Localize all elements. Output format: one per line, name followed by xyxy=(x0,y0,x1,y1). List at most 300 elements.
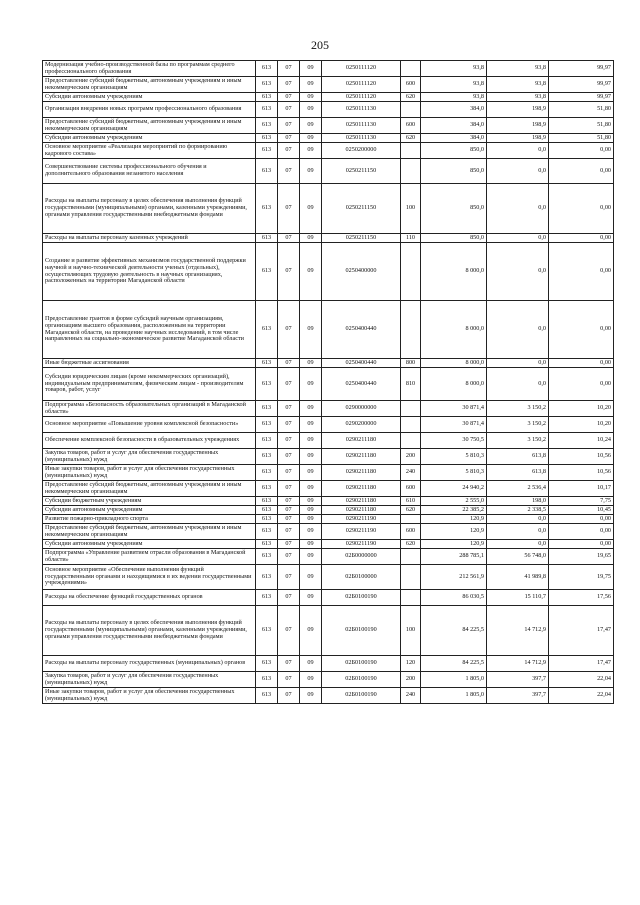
row-percent: 0,00 xyxy=(549,368,614,401)
row-subsection: 09 xyxy=(300,93,322,102)
row-percent: 99,97 xyxy=(549,77,614,93)
row-target-article: 02Б0100190 xyxy=(322,672,401,688)
row-subsection: 09 xyxy=(300,672,322,688)
row-grbs: 613 xyxy=(256,102,278,118)
table-row xyxy=(43,656,614,672)
table-row xyxy=(43,515,614,524)
row-subsection: 09 xyxy=(300,359,322,368)
row-target-article: 0290211180 xyxy=(322,497,401,506)
row-expense-type: 600 xyxy=(401,77,421,93)
row-approved: 120,9 xyxy=(421,515,487,524)
row-section: 07 xyxy=(278,590,300,606)
row-section: 07 xyxy=(278,688,300,704)
row-grbs: 613 xyxy=(256,368,278,401)
row-expense-type xyxy=(401,565,421,590)
row-section: 07 xyxy=(278,118,300,134)
row-grbs: 613 xyxy=(256,590,278,606)
row-name: Субсидии бюджетным учреждениям xyxy=(43,497,256,506)
row-subsection: 09 xyxy=(300,61,322,77)
row-section: 07 xyxy=(278,143,300,159)
row-approved: 93,8 xyxy=(421,77,487,93)
row-section: 07 xyxy=(278,102,300,118)
row-executed: 0,0 xyxy=(487,243,549,301)
row-section: 07 xyxy=(278,368,300,401)
row-approved: 24 940,2 xyxy=(421,481,487,497)
row-expense-type: 100 xyxy=(401,184,421,234)
row-subsection: 09 xyxy=(300,417,322,433)
page-number: 205 xyxy=(311,38,329,52)
row-subsection: 09 xyxy=(300,143,322,159)
row-percent: 0,00 xyxy=(549,524,614,540)
row-subsection: 09 xyxy=(300,497,322,506)
row-expense-type: 110 xyxy=(401,234,421,243)
table-row xyxy=(43,359,614,368)
row-executed: 2 338,5 xyxy=(487,506,549,515)
table-row xyxy=(43,234,614,243)
row-executed: 613,8 xyxy=(487,449,549,465)
row-percent: 0,00 xyxy=(549,143,614,159)
row-expense-type xyxy=(401,549,421,565)
table-row xyxy=(43,481,614,497)
row-grbs: 613 xyxy=(256,417,278,433)
row-section: 07 xyxy=(278,540,300,549)
row-expense-type: 800 xyxy=(401,359,421,368)
row-expense-type xyxy=(401,159,421,184)
row-percent: 51,80 xyxy=(549,134,614,143)
row-subsection: 09 xyxy=(300,565,322,590)
row-approved: 120,9 xyxy=(421,524,487,540)
row-subsection: 09 xyxy=(300,118,322,134)
row-subsection: 09 xyxy=(300,301,322,359)
row-approved: 30 871,4 xyxy=(421,401,487,417)
row-name: Иные закупки товаров, работ и услуг для обеспечения государственных (муниципальных) нужд xyxy=(43,688,256,704)
row-expense-type xyxy=(401,417,421,433)
row-name: Субсидии автономным учреждениям xyxy=(43,540,256,549)
row-target-article: 0250111120 xyxy=(322,61,401,77)
row-approved: 8 000,0 xyxy=(421,368,487,401)
row-section: 07 xyxy=(278,93,300,102)
row-expense-type: 200 xyxy=(401,449,421,465)
row-executed: 0,0 xyxy=(487,301,549,359)
row-section: 07 xyxy=(278,606,300,656)
table-row xyxy=(43,77,614,93)
row-expense-type: 610 xyxy=(401,497,421,506)
row-subsection: 09 xyxy=(300,506,322,515)
row-target-article: 0250400000 xyxy=(322,243,401,301)
row-section: 07 xyxy=(278,401,300,417)
row-target-article: 02Б0100190 xyxy=(322,590,401,606)
row-target-article: 0250211150 xyxy=(322,159,401,184)
row-percent: 17,47 xyxy=(549,656,614,672)
row-name: Расходы на выплаты персоналу в целях обеспечения выполнения функций государственными (муниципальными) органами, казенными учреждениями, органами управления государственными внебюджетными фондами xyxy=(43,184,256,234)
row-expense-type: 810 xyxy=(401,368,421,401)
row-executed: 93,8 xyxy=(487,93,549,102)
row-name: Предоставление субсидий бюджетным, автономным учреждениям и иным некоммерческим организациям xyxy=(43,481,256,497)
row-grbs: 613 xyxy=(256,77,278,93)
row-executed: 93,8 xyxy=(487,77,549,93)
row-expense-type: 100 xyxy=(401,606,421,656)
row-subsection: 09 xyxy=(300,688,322,704)
row-subsection: 09 xyxy=(300,606,322,656)
row-expense-type xyxy=(401,433,421,449)
row-subsection: 09 xyxy=(300,401,322,417)
row-percent: 0,00 xyxy=(549,540,614,549)
row-approved: 93,8 xyxy=(421,61,487,77)
table-row xyxy=(43,540,614,549)
row-approved: 850,0 xyxy=(421,143,487,159)
row-approved: 384,0 xyxy=(421,134,487,143)
row-subsection: 09 xyxy=(300,159,322,184)
row-subsection: 09 xyxy=(300,465,322,481)
row-executed: 0,0 xyxy=(487,159,549,184)
row-name: Субсидии юридическим лицам (кроме некоммерческих организаций), индивидуальным предпринимателям, физическим лицам - производителям товаров, работ, услуг xyxy=(43,368,256,401)
row-approved: 5 810,3 xyxy=(421,449,487,465)
row-percent: 10,24 xyxy=(549,433,614,449)
row-percent: 51,80 xyxy=(549,118,614,134)
row-percent: 22,04 xyxy=(549,672,614,688)
row-target-article: 0250111130 xyxy=(322,102,401,118)
row-target-article: 02Б0100000 xyxy=(322,565,401,590)
row-target-article: 02Б0100190 xyxy=(322,688,401,704)
row-approved: 212 561,9 xyxy=(421,565,487,590)
row-percent: 99,97 xyxy=(549,61,614,77)
row-target-article: 0250211150 xyxy=(322,234,401,243)
row-expense-type: 620 xyxy=(401,93,421,102)
row-expense-type: 120 xyxy=(401,656,421,672)
table-row xyxy=(43,688,614,704)
row-expense-type xyxy=(401,243,421,301)
table-row xyxy=(43,590,614,606)
row-name: Предоставление субсидий бюджетным, автономным учреждениям и иным некоммерческим организациям xyxy=(43,77,256,93)
row-target-article: 0290211180 xyxy=(322,449,401,465)
row-name: Подпрограмма «Безопасность образовательных организаций в Магаданской области» xyxy=(43,401,256,417)
row-executed: 3 150,2 xyxy=(487,417,549,433)
row-grbs: 613 xyxy=(256,506,278,515)
row-approved: 384,0 xyxy=(421,102,487,118)
row-subsection: 09 xyxy=(300,102,322,118)
row-grbs: 613 xyxy=(256,143,278,159)
row-percent: 10,20 xyxy=(549,417,614,433)
row-target-article: 0250211150 xyxy=(322,184,401,234)
row-executed: 3 150,2 xyxy=(487,401,549,417)
row-expense-type: 600 xyxy=(401,524,421,540)
row-name: Расходы на выплаты персоналу в целях обеспечения выполнения функций государственными (муниципальными) органами, казенными учреждениями, органами управления государственными внебюджетными фондами xyxy=(43,606,256,656)
row-target-article: 0250111120 xyxy=(322,93,401,102)
row-section: 07 xyxy=(278,359,300,368)
row-executed: 397,7 xyxy=(487,688,549,704)
row-percent: 0,00 xyxy=(549,234,614,243)
row-approved: 850,0 xyxy=(421,234,487,243)
table-row xyxy=(43,549,614,565)
row-section: 07 xyxy=(278,61,300,77)
row-approved: 86 030,5 xyxy=(421,590,487,606)
row-executed: 2 536,4 xyxy=(487,481,549,497)
row-target-article: 0290211180 xyxy=(322,433,401,449)
row-expense-type: 620 xyxy=(401,540,421,549)
row-section: 07 xyxy=(278,565,300,590)
row-grbs: 613 xyxy=(256,184,278,234)
row-percent: 10,56 xyxy=(549,449,614,465)
row-target-article: 02Б0000000 xyxy=(322,549,401,565)
row-name: Организация внедрения новых программ профессионального образования xyxy=(43,102,256,118)
row-approved: 93,8 xyxy=(421,93,487,102)
row-section: 07 xyxy=(278,159,300,184)
row-expense-type: 600 xyxy=(401,481,421,497)
row-approved: 30 871,4 xyxy=(421,417,487,433)
row-percent: 0,00 xyxy=(549,184,614,234)
row-name: Развитие пожарно-прикладного спорта xyxy=(43,515,256,524)
row-percent: 0,00 xyxy=(549,243,614,301)
row-expense-type: 600 xyxy=(401,118,421,134)
row-approved: 2 555,0 xyxy=(421,497,487,506)
row-target-article: 02Б0100190 xyxy=(322,656,401,672)
row-subsection: 09 xyxy=(300,515,322,524)
row-subsection: 09 xyxy=(300,134,322,143)
row-section: 07 xyxy=(278,77,300,93)
row-executed: 198,0 xyxy=(487,497,549,506)
row-approved: 5 810,3 xyxy=(421,465,487,481)
row-expense-type xyxy=(401,515,421,524)
row-grbs: 613 xyxy=(256,465,278,481)
table-row xyxy=(43,61,614,77)
row-approved: 1 805,0 xyxy=(421,688,487,704)
row-section: 07 xyxy=(278,672,300,688)
row-name: Модернизация учебно-производственной базы по программам среднего профессионального образования xyxy=(43,61,256,77)
row-target-article: 0290211190 xyxy=(322,540,401,549)
row-subsection: 09 xyxy=(300,449,322,465)
row-grbs: 613 xyxy=(256,359,278,368)
row-name: Предоставление субсидий бюджетным, автономным учреждениям и иным некоммерческим организациям xyxy=(43,524,256,540)
row-grbs: 613 xyxy=(256,672,278,688)
row-section: 07 xyxy=(278,506,300,515)
row-grbs: 613 xyxy=(256,656,278,672)
row-executed: 14 712,9 xyxy=(487,656,549,672)
row-approved: 8 000,0 xyxy=(421,301,487,359)
row-name: Расходы на обеспечение функций государственных органов xyxy=(43,590,256,606)
row-grbs: 613 xyxy=(256,540,278,549)
row-grbs: 613 xyxy=(256,118,278,134)
row-percent: 19,65 xyxy=(549,549,614,565)
row-target-article: 0250111130 xyxy=(322,134,401,143)
row-subsection: 09 xyxy=(300,540,322,549)
table-row xyxy=(43,497,614,506)
table-row xyxy=(43,449,614,465)
row-name: Основное мероприятие «Повышение уровня комплексной безопасности» xyxy=(43,417,256,433)
row-executed: 0,0 xyxy=(487,234,549,243)
row-executed: 397,7 xyxy=(487,672,549,688)
table-row xyxy=(43,672,614,688)
row-target-article: 0250200000 xyxy=(322,143,401,159)
row-section: 07 xyxy=(278,524,300,540)
row-name: Совершенствование системы профессионального обучения и дополнительного образования незанятого населения xyxy=(43,159,256,184)
row-section: 07 xyxy=(278,234,300,243)
table-row xyxy=(43,606,614,656)
row-expense-type xyxy=(401,61,421,77)
row-approved: 84 225,5 xyxy=(421,656,487,672)
row-target-article: 0250111130 xyxy=(322,118,401,134)
row-grbs: 613 xyxy=(256,481,278,497)
row-percent: 22,04 xyxy=(549,688,614,704)
row-target-article: 0290211190 xyxy=(322,515,401,524)
row-executed: 0,0 xyxy=(487,524,549,540)
row-section: 07 xyxy=(278,465,300,481)
row-section: 07 xyxy=(278,417,300,433)
row-percent: 10,56 xyxy=(549,465,614,481)
row-percent: 99,97 xyxy=(549,93,614,102)
row-executed: 0,0 xyxy=(487,359,549,368)
row-subsection: 09 xyxy=(300,77,322,93)
row-percent: 17,56 xyxy=(549,590,614,606)
row-section: 07 xyxy=(278,656,300,672)
row-expense-type: 620 xyxy=(401,134,421,143)
table-row xyxy=(43,417,614,433)
row-grbs: 613 xyxy=(256,401,278,417)
row-name: Иные бюджетные ассигнования xyxy=(43,359,256,368)
row-section: 07 xyxy=(278,433,300,449)
row-executed: 198,9 xyxy=(487,118,549,134)
row-executed: 0,0 xyxy=(487,184,549,234)
row-expense-type xyxy=(401,590,421,606)
row-target-article: 0290211180 xyxy=(322,506,401,515)
table-row xyxy=(43,565,614,590)
row-executed: 0,0 xyxy=(487,368,549,401)
row-grbs: 613 xyxy=(256,688,278,704)
row-section: 07 xyxy=(278,449,300,465)
row-target-article: 0290200000 xyxy=(322,417,401,433)
row-grbs: 613 xyxy=(256,433,278,449)
budget-table xyxy=(42,60,614,704)
row-executed: 0,0 xyxy=(487,515,549,524)
table-row xyxy=(43,465,614,481)
table-row xyxy=(43,524,614,540)
row-subsection: 09 xyxy=(300,524,322,540)
table-row xyxy=(43,143,614,159)
row-approved: 120,9 xyxy=(421,540,487,549)
row-percent: 10,17 xyxy=(549,481,614,497)
row-section: 07 xyxy=(278,549,300,565)
row-approved: 8 000,0 xyxy=(421,359,487,368)
row-expense-type xyxy=(401,143,421,159)
table-row xyxy=(43,159,614,184)
table-row xyxy=(43,506,614,515)
row-percent: 10,20 xyxy=(549,401,614,417)
row-percent: 0,00 xyxy=(549,301,614,359)
row-expense-type: 240 xyxy=(401,465,421,481)
row-section: 07 xyxy=(278,481,300,497)
table-body xyxy=(43,61,614,704)
row-section: 07 xyxy=(278,134,300,143)
row-approved: 1 805,0 xyxy=(421,672,487,688)
row-approved: 384,0 xyxy=(421,118,487,134)
table-row xyxy=(43,93,614,102)
row-percent: 0,00 xyxy=(549,359,614,368)
row-expense-type: 620 xyxy=(401,506,421,515)
row-executed: 3 150,2 xyxy=(487,433,549,449)
row-grbs: 613 xyxy=(256,234,278,243)
row-section: 07 xyxy=(278,497,300,506)
row-name: Расходы на выплаты персоналу государственных (муниципальных) органов xyxy=(43,656,256,672)
table-row xyxy=(43,118,614,134)
row-subsection: 09 xyxy=(300,243,322,301)
row-expense-type xyxy=(401,401,421,417)
row-percent: 17,47 xyxy=(549,606,614,656)
table-row xyxy=(43,368,614,401)
row-expense-type xyxy=(401,301,421,359)
row-subsection: 09 xyxy=(300,549,322,565)
row-section: 07 xyxy=(278,243,300,301)
row-section: 07 xyxy=(278,301,300,359)
row-percent: 7,75 xyxy=(549,497,614,506)
row-subsection: 09 xyxy=(300,368,322,401)
row-approved: 84 225,5 xyxy=(421,606,487,656)
row-target-article: 0290211180 xyxy=(322,465,401,481)
row-subsection: 09 xyxy=(300,590,322,606)
row-name: Основное мероприятие «Реализация мероприятий по формированию кадрового состава» xyxy=(43,143,256,159)
row-executed: 198,9 xyxy=(487,134,549,143)
row-executed: 198,9 xyxy=(487,102,549,118)
row-executed: 0,0 xyxy=(487,143,549,159)
row-name: Субсидии автономным учреждениям xyxy=(43,134,256,143)
row-percent: 19,75 xyxy=(549,565,614,590)
row-target-article: 0290211190 xyxy=(322,524,401,540)
table-row xyxy=(43,102,614,118)
row-name: Субсидии автономным учреждениям xyxy=(43,506,256,515)
row-approved: 30 750,5 xyxy=(421,433,487,449)
row-section: 07 xyxy=(278,184,300,234)
row-name: Субсидии автономным учреждениям xyxy=(43,93,256,102)
row-executed: 0,0 xyxy=(487,540,549,549)
row-target-article: 0250111120 xyxy=(322,77,401,93)
row-grbs: 613 xyxy=(256,301,278,359)
row-subsection: 09 xyxy=(300,184,322,234)
row-name: Основное мероприятие «Обеспечение выполнения функций государственными органами и находящимися в их ведении государственными учреждениями» xyxy=(43,565,256,590)
row-subsection: 09 xyxy=(300,481,322,497)
row-name: Обеспечение комплексной безопасности в образовательных учреждениях xyxy=(43,433,256,449)
table-row xyxy=(43,301,614,359)
row-grbs: 613 xyxy=(256,565,278,590)
row-expense-type: 240 xyxy=(401,688,421,704)
row-approved: 850,0 xyxy=(421,184,487,234)
table-row xyxy=(43,243,614,301)
row-grbs: 613 xyxy=(256,449,278,465)
row-percent: 10,45 xyxy=(549,506,614,515)
row-target-article: 0290211180 xyxy=(322,481,401,497)
row-approved: 8 000,0 xyxy=(421,243,487,301)
table-row xyxy=(43,433,614,449)
row-percent: 0,00 xyxy=(549,159,614,184)
row-executed: 613,8 xyxy=(487,465,549,481)
row-percent: 51,80 xyxy=(549,102,614,118)
table-row xyxy=(43,184,614,234)
row-grbs: 613 xyxy=(256,524,278,540)
row-approved: 850,0 xyxy=(421,159,487,184)
row-grbs: 613 xyxy=(256,61,278,77)
row-expense-type: 200 xyxy=(401,672,421,688)
row-grbs: 613 xyxy=(256,93,278,102)
row-approved: 288 785,1 xyxy=(421,549,487,565)
row-approved: 22 385,2 xyxy=(421,506,487,515)
table-row xyxy=(43,401,614,417)
row-target-article: 0250400440 xyxy=(322,368,401,401)
row-name: Предоставление субсидий бюджетным, автономным учреждениям и иным некоммерческим организациям xyxy=(43,118,256,134)
row-executed: 56 748,0 xyxy=(487,549,549,565)
row-name: Создание и развитие эффективных механизмов государственной поддержки научной и научно-технической деятельности ученых (отдельных), осуществляющих трудовую деятельность в научных организациях, расположенных на территории Магаданской области xyxy=(43,243,256,301)
table-row xyxy=(43,134,614,143)
row-grbs: 613 xyxy=(256,134,278,143)
row-percent: 0,00 xyxy=(549,515,614,524)
row-target-article: 0290000000 xyxy=(322,401,401,417)
row-subsection: 09 xyxy=(300,656,322,672)
